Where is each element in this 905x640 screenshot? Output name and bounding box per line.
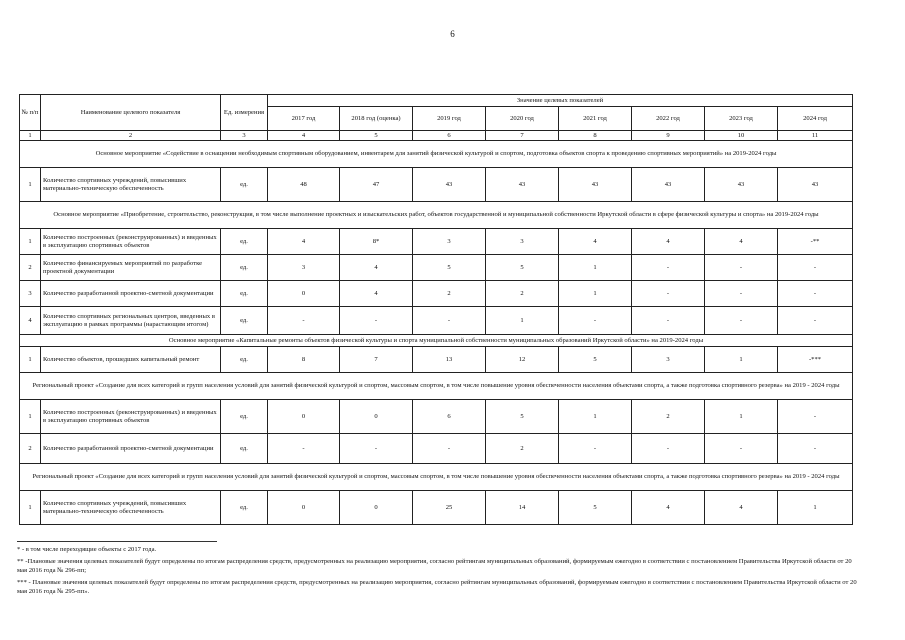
value-cell: -	[268, 307, 340, 335]
indicator-name: Количество разработанной проектно-сметной документации	[41, 281, 221, 307]
section-title: Основное мероприятие «Приобретение, строительство, реконструкция, в том числе выполнение проектных и изыскательских работ, объектов государственной и муниципальной собственности Иркутской области в сфере физической культуры и спорта» на 2019-2024 годы	[20, 202, 853, 229]
value-cell: 48	[268, 168, 340, 202]
footnote: * - в том числе переходящие объекты с 2017 года.	[17, 546, 157, 553]
column-number: 8	[559, 131, 632, 141]
table-row	[20, 307, 853, 335]
value-cell: 4	[268, 229, 340, 255]
column-number: 11	[778, 131, 853, 141]
value-cell: -	[778, 434, 853, 464]
value-cell: -	[632, 434, 705, 464]
column-number: 6	[413, 131, 486, 141]
table-row	[20, 168, 853, 202]
indicator-name: Количество финансируемых мероприятий по разработке проектной документации	[41, 255, 221, 281]
value-cell: 25	[413, 491, 486, 525]
value-cell: 43	[778, 168, 853, 202]
value-cell: 6	[413, 400, 486, 434]
row-number: 2	[20, 255, 41, 281]
value-cell: 43	[632, 168, 705, 202]
value-cell: 5	[413, 255, 486, 281]
column-number: 5	[340, 131, 413, 141]
value-cell: 2	[486, 434, 559, 464]
value-cell: -	[705, 307, 778, 335]
value-cell: 3	[268, 255, 340, 281]
value-cell: 3	[632, 347, 705, 373]
unit-cell: ед.	[221, 168, 268, 202]
column-number: 1	[20, 131, 41, 141]
value-cell: 0	[340, 491, 413, 525]
value-cell: -***	[778, 347, 853, 373]
row-number: 1	[20, 347, 41, 373]
column-number: 9	[632, 131, 705, 141]
value-cell: 1	[705, 400, 778, 434]
row-number: 1	[20, 168, 41, 202]
value-cell: 1	[705, 347, 778, 373]
indicator-name: Количество разработанной проектно-сметной документации	[41, 434, 221, 464]
header-name: Наименование целевого показателя	[41, 95, 221, 131]
row-number: 1	[20, 229, 41, 255]
indicator-name: Количество построенных (реконструированных) и введенных в эксплуатацию спортивных объектов	[41, 229, 221, 255]
value-cell: 4	[340, 281, 413, 307]
value-cell: 5	[559, 347, 632, 373]
unit-cell: ед.	[221, 434, 268, 464]
value-cell: 2	[486, 281, 559, 307]
column-number: 3	[221, 131, 268, 141]
value-cell: 43	[413, 168, 486, 202]
value-cell: 1	[559, 281, 632, 307]
unit-cell: ед.	[221, 229, 268, 255]
value-cell: -	[632, 255, 705, 281]
value-cell: -	[559, 307, 632, 335]
section-title: Региональный проект «Создание для всех категорий и групп населения условий для занятий физической культурой и спортом, массовым спортом, в том числе повышение уровня обеспеченности населения объектами спорта, а также подготовка спортивного резерва» на 2019 - 2024 годы	[20, 464, 853, 491]
value-cell: -	[778, 400, 853, 434]
indicator-name: Количество спортивных региональных центров, введенных в эксплуатацию в рамках программы (нарастающим итогом)	[41, 307, 221, 335]
value-cell: -	[778, 307, 853, 335]
value-cell: 2	[413, 281, 486, 307]
header-year: 2022 год	[632, 107, 705, 131]
value-cell: 4	[632, 491, 705, 525]
column-number: 7	[486, 131, 559, 141]
value-cell: 3	[413, 229, 486, 255]
section-title: Основное мероприятие «Капитальные ремонты объектов физической культуры и спорта муниципальной собственности муниципальных образований Иркутской области» на 2019-2024 годы	[20, 335, 853, 347]
row-number: 2	[20, 434, 41, 464]
value-cell: 1	[778, 491, 853, 525]
value-cell: 2	[632, 400, 705, 434]
indicator-name: Количество построенных (реконструированных) и введенных в эксплуатацию спортивных объектов	[41, 400, 221, 434]
value-cell: -	[340, 434, 413, 464]
footnote: *** - Плановые значения целевых показателей будут определены по итогам распределения средств, предусмотренных на реализацию мероприятия, согласно рейтингам муниципальных образований, формируемым ежегодно в соответствии с постановлением Правительства Иркутской области от 20 мая 2016 года № 295-пп».	[17, 579, 857, 595]
unit-cell: ед.	[221, 307, 268, 335]
page-number: 6	[450, 29, 455, 39]
value-cell: -	[705, 255, 778, 281]
value-cell: 5	[486, 255, 559, 281]
unit-cell: ед.	[221, 347, 268, 373]
value-cell: -	[705, 281, 778, 307]
value-cell: -	[705, 434, 778, 464]
section-title: Региональный проект «Создание для всех категорий и групп населения условий для занятий физической культурой и спортом, массовым спортом, в том числе повышение уровня обеспеченности населения объектами спорта, а также подготовка спортивного резерва» на 2019 - 2024 годы	[20, 373, 853, 400]
value-cell: -	[268, 434, 340, 464]
header-year: 2018 год (оценка)	[340, 107, 413, 131]
indicator-name: Количество спортивных учреждений, повысивших материально-техническую обеспеченность	[41, 491, 221, 525]
value-cell: -	[778, 255, 853, 281]
value-cell: 8*	[340, 229, 413, 255]
section-title: Основное мероприятие «Содействие в оснащении необходимым спортивным оборудованием, инвентарем для занятий физической культурой и спортом, подготовка объектов спорта к проведению спортивных мероприятий» на 2019-2024 годы	[20, 141, 853, 168]
value-cell: 12	[486, 347, 559, 373]
table-row	[20, 281, 853, 307]
value-cell: 1	[559, 255, 632, 281]
header-year: 2023 год	[705, 107, 778, 131]
table-row	[20, 229, 853, 255]
header-year: 2017 год	[268, 107, 340, 131]
value-cell: 4	[705, 229, 778, 255]
header-year: 2019 год	[413, 107, 486, 131]
value-cell: 5	[559, 491, 632, 525]
value-cell: 4	[705, 491, 778, 525]
value-cell: 13	[413, 347, 486, 373]
unit-cell: ед.	[221, 400, 268, 434]
footnote-divider	[17, 541, 217, 542]
header-values-title: Значение целевых показателей	[268, 95, 853, 107]
row-number: 1	[20, 400, 41, 434]
row-number: 3	[20, 281, 41, 307]
value-cell: 3	[486, 229, 559, 255]
value-cell: 7	[340, 347, 413, 373]
value-cell: -	[632, 307, 705, 335]
value-cell: 5	[486, 400, 559, 434]
value-cell: -	[413, 307, 486, 335]
header-year: 2021 год	[559, 107, 632, 131]
value-cell: 4	[340, 255, 413, 281]
value-cell: -	[778, 281, 853, 307]
value-cell: -	[340, 307, 413, 335]
value-cell: 4	[632, 229, 705, 255]
indicator-name: Количество спортивных учреждений, повысивших материально-техническую обеспеченность	[41, 168, 221, 202]
row-number: 1	[20, 491, 41, 525]
value-cell: 1	[486, 307, 559, 335]
value-cell: 43	[486, 168, 559, 202]
value-cell: 8	[268, 347, 340, 373]
table-row	[20, 255, 853, 281]
value-cell: -	[413, 434, 486, 464]
indicator-name: Количество объектов, прошедших капитальный ремонт	[41, 347, 221, 373]
header-year: 2020 год	[486, 107, 559, 131]
column-number: 2	[41, 131, 221, 141]
value-cell: 1	[559, 400, 632, 434]
header-num: № п/п	[20, 95, 41, 131]
header-unit: Ед. измерения	[221, 95, 268, 131]
table-row	[20, 434, 853, 464]
row-number: 4	[20, 307, 41, 335]
indicators-table	[19, 94, 853, 525]
footnote: ** -Плановые значения целевых показателей будут определены по итогам распределения средств, предусмотренных на реализацию мероприятия, согласно рейтингам муниципальных образований, формируемым ежегодно в соответствии с постановлением Правительства Иркутской области от 20 мая 2016 года № 296-пп;	[17, 558, 852, 574]
unit-cell: ед.	[221, 281, 268, 307]
value-cell: 43	[559, 168, 632, 202]
value-cell: 0	[340, 400, 413, 434]
column-number: 4	[268, 131, 340, 141]
value-cell: -	[632, 281, 705, 307]
header-year: 2024 год	[778, 107, 853, 131]
value-cell: -	[559, 434, 632, 464]
unit-cell: ед.	[221, 491, 268, 525]
value-cell: 0	[268, 400, 340, 434]
table-row	[20, 400, 853, 434]
value-cell: 0	[268, 281, 340, 307]
table-row	[20, 491, 853, 525]
table-row	[20, 347, 853, 373]
value-cell: 43	[705, 168, 778, 202]
value-cell: 4	[559, 229, 632, 255]
column-number: 10	[705, 131, 778, 141]
footnotes	[17, 545, 857, 599]
unit-cell: ед.	[221, 255, 268, 281]
value-cell: 0	[268, 491, 340, 525]
value-cell: -**	[778, 229, 853, 255]
value-cell: 14	[486, 491, 559, 525]
value-cell: 47	[340, 168, 413, 202]
